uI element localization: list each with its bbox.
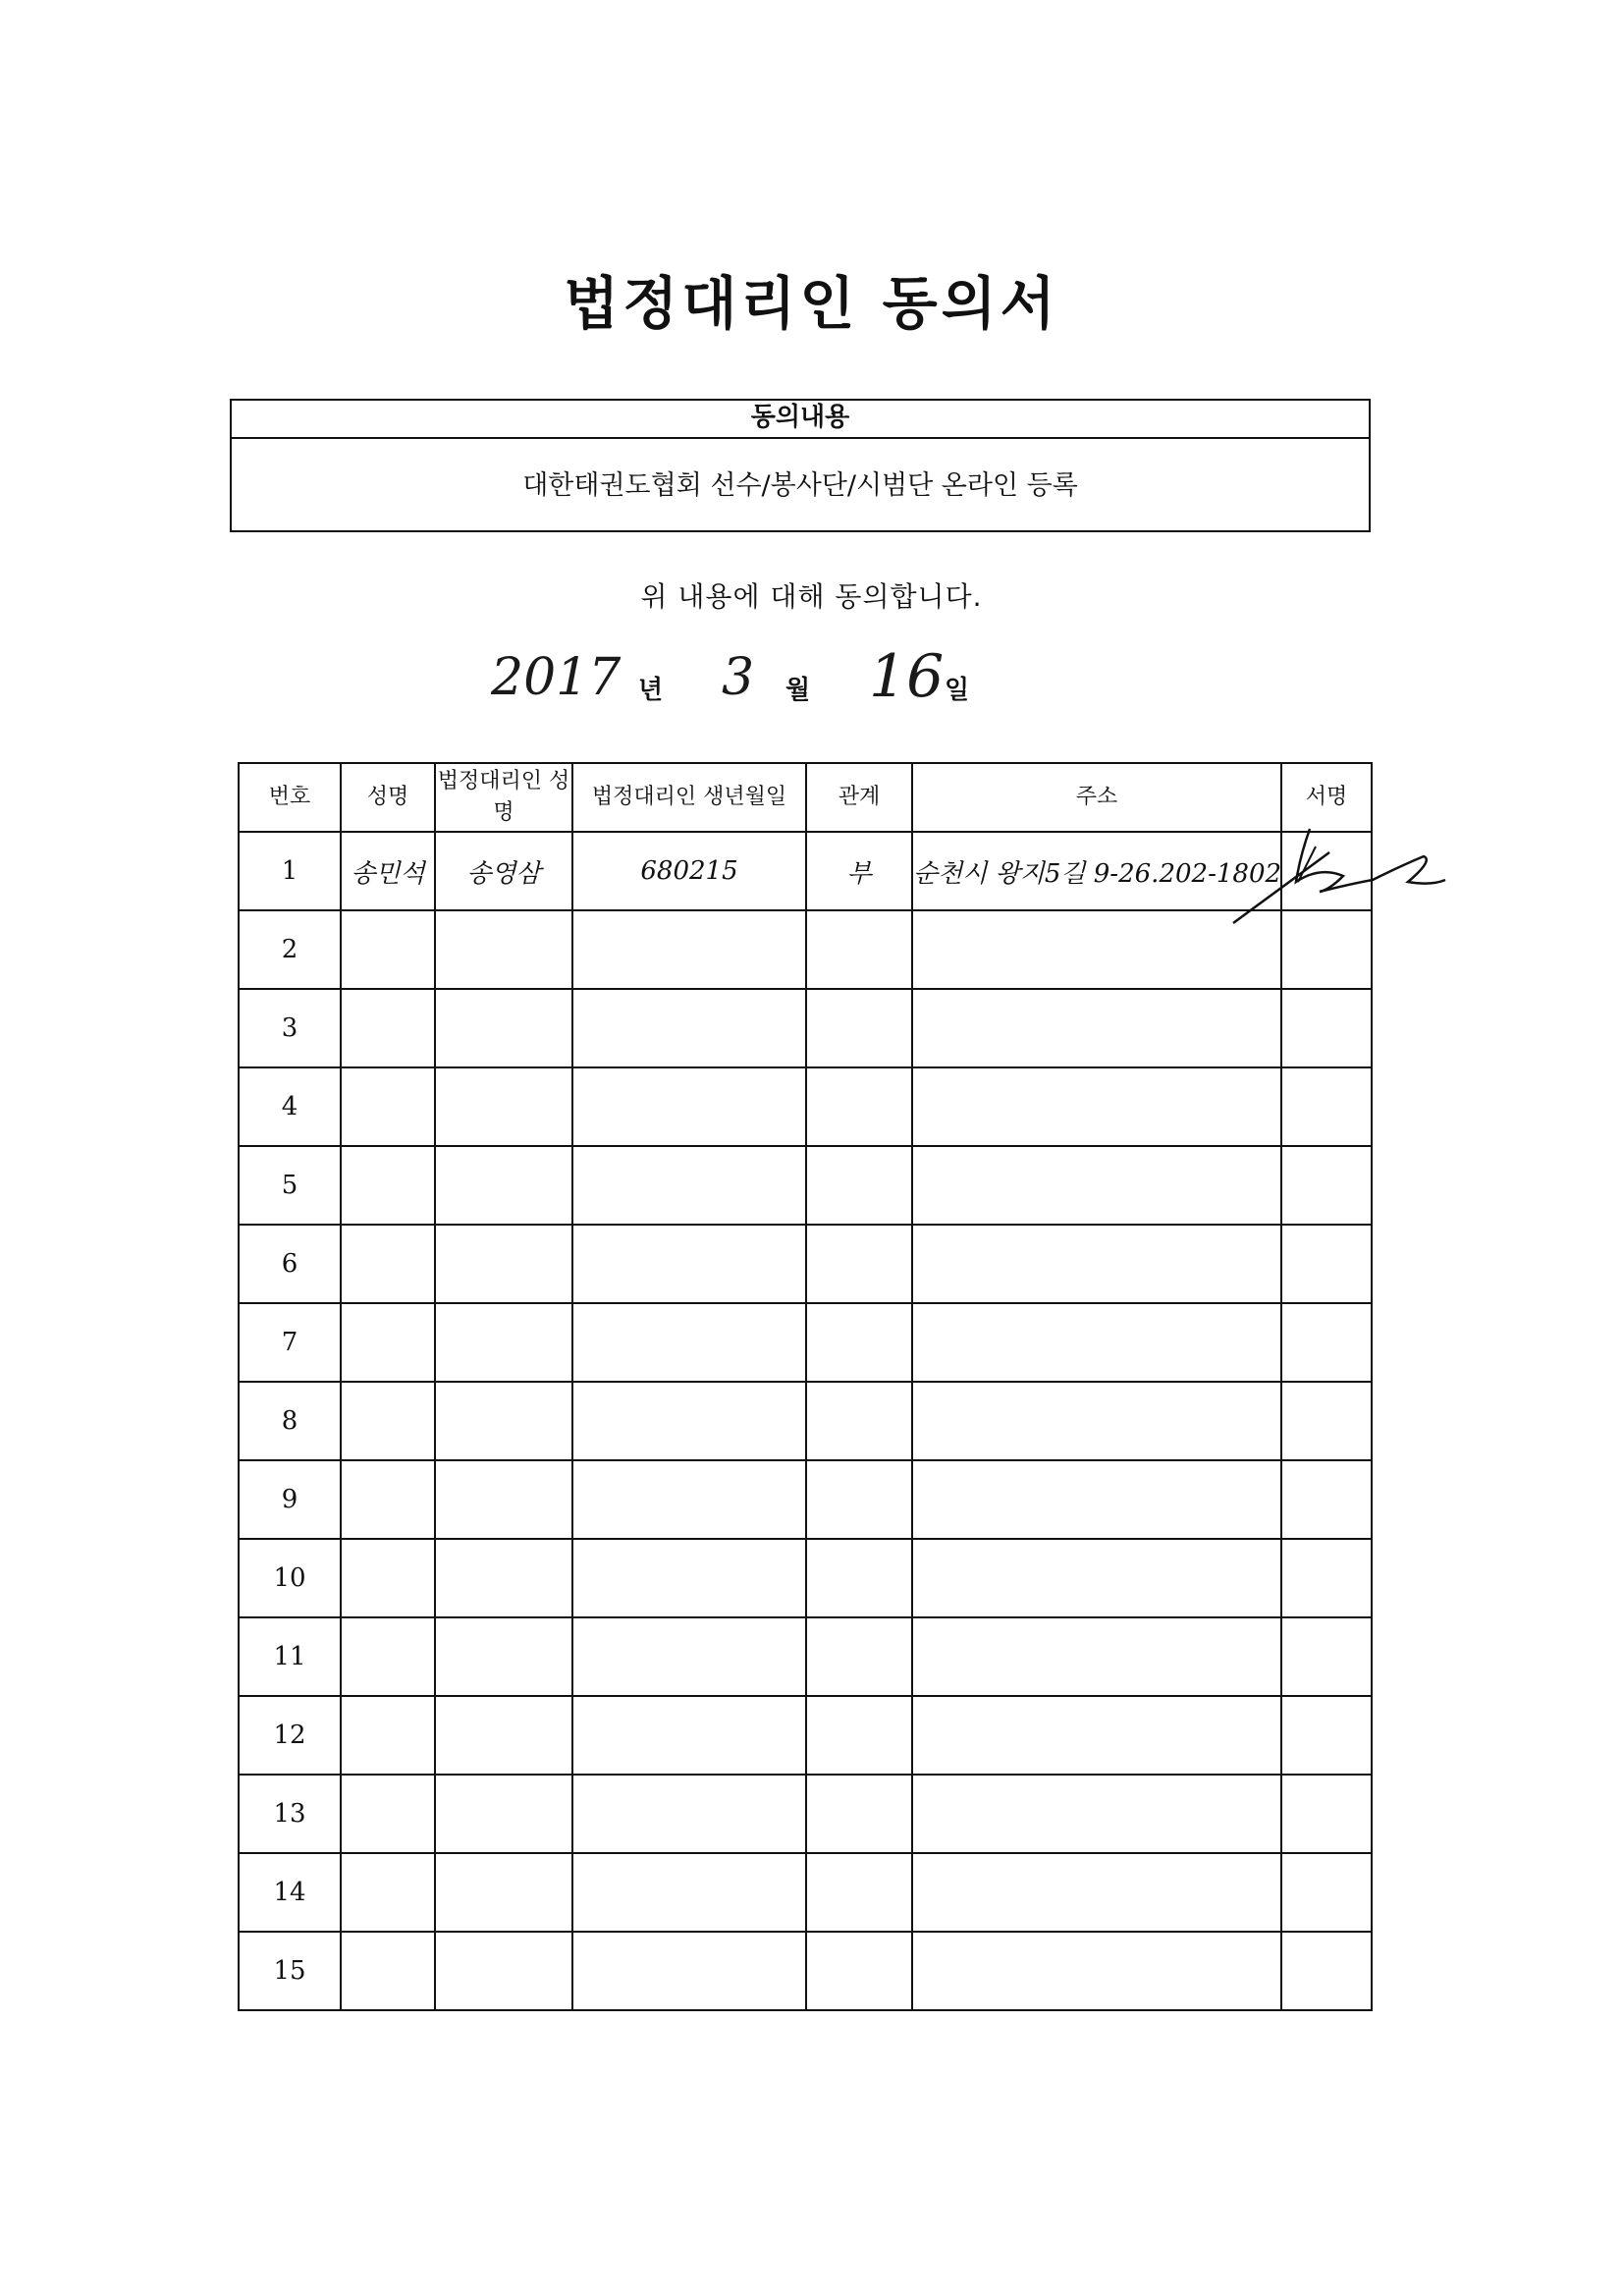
guardian-birth	[572, 1460, 806, 1539]
table-row	[239, 1067, 1372, 1146]
participant-name	[341, 1460, 435, 1539]
row-number: 3	[239, 989, 341, 1067]
row-number: 10	[239, 1539, 341, 1617]
table-row	[239, 832, 1372, 910]
row-number: 1	[239, 832, 341, 910]
participant-name	[341, 1225, 435, 1303]
participant-name	[341, 1853, 435, 1932]
address: 순천시 왕지5길 9-26.202-1802	[912, 832, 1281, 910]
relation	[806, 1775, 912, 1853]
signature-cell	[1281, 1225, 1372, 1303]
participant-name: 송민석	[341, 832, 435, 910]
participant-name	[341, 1539, 435, 1617]
signature-mark	[1214, 817, 1459, 945]
table-row	[239, 1696, 1372, 1775]
header-guardian-birth: 법정대리인 생년월일	[572, 763, 806, 832]
guardian-name	[435, 1303, 572, 1382]
signature-cell	[1281, 1539, 1372, 1617]
guardian-name	[435, 1382, 572, 1460]
address	[912, 1617, 1281, 1696]
header-signature: 서명	[1281, 763, 1372, 832]
signature-cell	[1281, 1617, 1372, 1696]
guardian-name	[435, 989, 572, 1067]
guardian-table	[238, 762, 1373, 2011]
guardian-birth	[572, 1617, 806, 1696]
row-number: 6	[239, 1225, 341, 1303]
guardian-birth	[572, 910, 806, 989]
signature-cell	[1281, 1382, 1372, 1460]
guardian-birth	[572, 1539, 806, 1617]
table-row	[239, 910, 1372, 989]
address	[912, 1696, 1281, 1775]
row-number: 8	[239, 1382, 341, 1460]
table-row	[239, 1539, 1372, 1617]
row-number: 2	[239, 910, 341, 989]
table-row	[239, 1617, 1372, 1696]
guardian-name	[435, 1617, 572, 1696]
table-row	[239, 1460, 1372, 1539]
relation	[806, 1932, 912, 2010]
row-number: 5	[239, 1146, 341, 1225]
page-title: 법정대리인 동의서	[564, 270, 1059, 337]
signature-cell	[1281, 989, 1372, 1067]
date-year-label: 년	[638, 676, 664, 705]
relation	[806, 910, 912, 989]
table-row	[239, 989, 1372, 1067]
table-row	[239, 1303, 1372, 1382]
guardian-birth	[572, 1932, 806, 2010]
signature-cell	[1281, 1303, 1372, 1382]
row-number: 7	[239, 1303, 341, 1382]
guardian-birth: 680215	[572, 832, 806, 910]
table-row	[239, 1225, 1372, 1303]
relation	[806, 1067, 912, 1146]
relation	[806, 989, 912, 1067]
address	[912, 1382, 1281, 1460]
participant-name	[341, 989, 435, 1067]
guardian-birth	[572, 1853, 806, 1932]
agree-statement: 위 내용에 대해 동의합니다.	[640, 580, 983, 613]
consent-header: 동의내용	[232, 401, 1369, 439]
participant-name	[341, 1303, 435, 1382]
guardian-name	[435, 1146, 572, 1225]
row-number: 9	[239, 1460, 341, 1539]
guardian-name: 송영삼	[435, 832, 572, 910]
signature-cell	[1281, 1146, 1372, 1225]
date-row	[0, 642, 1623, 717]
row-number: 13	[239, 1775, 341, 1853]
guardian-name	[435, 1225, 572, 1303]
relation	[806, 1382, 912, 1460]
date-year: 2017	[491, 648, 622, 707]
table-header-row	[239, 763, 1372, 832]
date-month-label: 월	[785, 676, 811, 705]
consent-box	[230, 399, 1371, 532]
table-row	[239, 1775, 1372, 1853]
address	[912, 1303, 1281, 1382]
table-row	[239, 1932, 1372, 2010]
relation	[806, 1539, 912, 1617]
signature-cell	[1281, 1775, 1372, 1853]
signature-cell	[1281, 1067, 1372, 1146]
relation: 부	[806, 832, 912, 910]
date-day-label: 일	[945, 676, 970, 705]
relation	[806, 1460, 912, 1539]
participant-name	[341, 1067, 435, 1146]
table-row	[239, 1146, 1372, 1225]
participant-name	[341, 1617, 435, 1696]
date-month: 3	[722, 648, 755, 707]
guardian-birth	[572, 1303, 806, 1382]
row-number: 11	[239, 1617, 341, 1696]
header-address: 주소	[912, 763, 1281, 832]
participant-name	[341, 1775, 435, 1853]
row-number: 4	[239, 1067, 341, 1146]
address	[912, 1067, 1281, 1146]
signature-cell	[1281, 1460, 1372, 1539]
relation	[806, 1617, 912, 1696]
guardian-birth	[572, 1225, 806, 1303]
address	[912, 1146, 1281, 1225]
table-row	[239, 1382, 1372, 1460]
guardian-name	[435, 1460, 572, 1539]
participant-name	[341, 1696, 435, 1775]
guardian-name	[435, 1696, 572, 1775]
relation	[806, 1303, 912, 1382]
address	[912, 1225, 1281, 1303]
row-number: 14	[239, 1853, 341, 1932]
address	[912, 1932, 1281, 2010]
guardian-name	[435, 1775, 572, 1853]
guardian-name	[435, 1067, 572, 1146]
relation	[806, 1696, 912, 1775]
guardian-birth	[572, 1696, 806, 1775]
guardian-birth	[572, 1382, 806, 1460]
guardian-birth	[572, 1775, 806, 1853]
signature-cell	[1281, 1696, 1372, 1775]
participant-name	[341, 1146, 435, 1225]
participant-name	[341, 910, 435, 989]
signature-cell	[1281, 1932, 1372, 2010]
date-day: 16	[869, 642, 945, 711]
guardian-name	[435, 1932, 572, 2010]
signature-cell	[1281, 1853, 1372, 1932]
participant-name	[341, 1382, 435, 1460]
address	[912, 989, 1281, 1067]
row-number: 12	[239, 1696, 341, 1775]
table-row	[239, 1853, 1372, 1932]
header-relation: 관계	[806, 763, 912, 832]
relation	[806, 1853, 912, 1932]
header-guardian-name: 법정대리인 성명	[435, 763, 572, 832]
guardian-name	[435, 1853, 572, 1932]
guardian-name	[435, 910, 572, 989]
address	[912, 1460, 1281, 1539]
header-name: 성명	[341, 763, 435, 832]
address	[912, 1775, 1281, 1853]
guardian-name	[435, 1539, 572, 1617]
address	[912, 1539, 1281, 1617]
relation	[806, 1146, 912, 1225]
guardian-birth	[572, 989, 806, 1067]
row-number: 15	[239, 1932, 341, 2010]
consent-body: 대한태권도협회 선수/봉사단/시범단 온라인 등록	[522, 470, 1078, 501]
guardian-birth	[572, 1067, 806, 1146]
header-number: 번호	[239, 763, 341, 832]
address	[912, 1853, 1281, 1932]
guardian-birth	[572, 1146, 806, 1225]
relation	[806, 1225, 912, 1303]
participant-name	[341, 1932, 435, 2010]
